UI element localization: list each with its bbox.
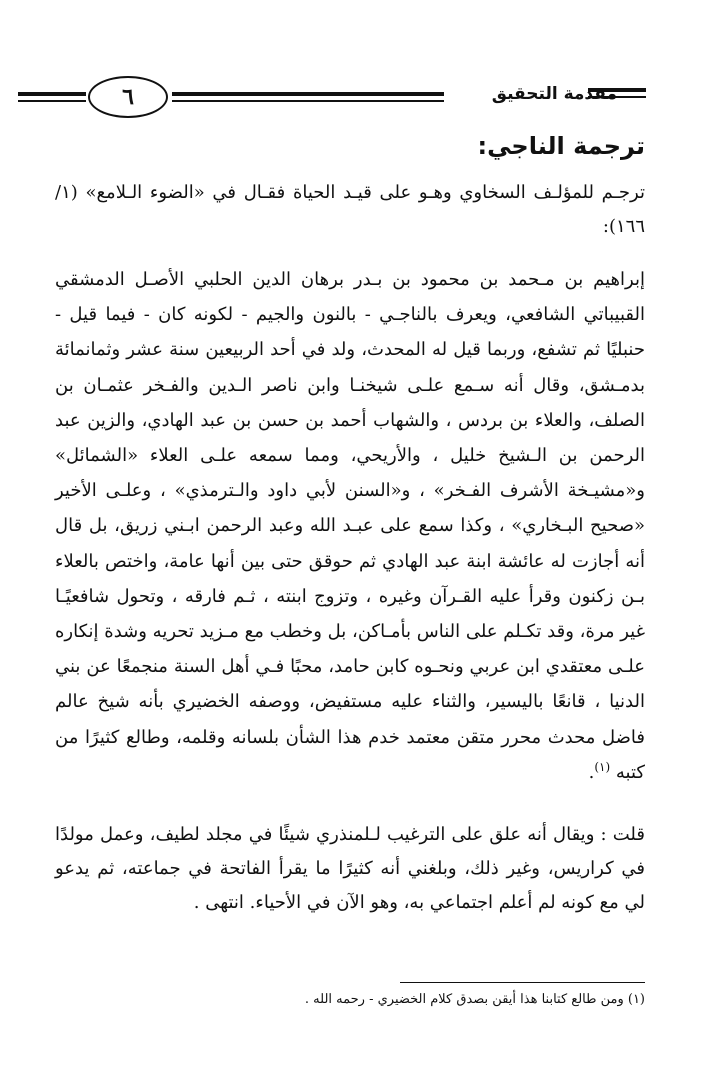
running-title: مقدمة التحقيق [491,84,617,104]
header-rule-middle-bottom [172,100,444,102]
footnote-separator [400,982,645,983]
footnote: (١) ومن طالع كتابنا هذا أيقن بصدق كلام الخضيري - رحمه الله . [304,992,645,1007]
header-rule-middle-top [172,92,444,96]
paragraph-biography-text: إبراهيم بن مـحمد بن محمود بن بـدر برهان الدين الحلبي الأصـل الدمشقي القبيباتي الشافعي، ويعرف بالناجـي - بالنون والجيم - لكونه كان - فيما قيل - حنبليًا ثم تشفع، وربما قيل له المحدث، ولد في أحد الربيعين سنة عشر وثمانمائة بدمـشق، وقال أنه سـمع علـى شيخنـا وابن ناصر الـدين والفـخر عثمـان بن الصلف، والعلاء بن بردس ، والشهاب أحمد بن حسن بن عبد الهادي، والزين عبد الرحمن بن الـشيخ خليل ، والأريحي، ومما سمعه علـى العلاء «الشمائل» و«مشيـخة الأشرف الفـخر» ، و«السنن لأبي داود والـترمذي» ، وعلـى الأخير «صحيح البـخاري» ، وكذا سمع على عبـد الله وعبد الرحمن ابـني زريق، بل قال أنه أجازت له عائشة ابنة عبد الهادي ثم حوقق حتى بين أنها عامة، واختص بالعلاء بـن زكنون وقرأ عليه القـرآن وغيره ، وتزوج ابنته ، ثـم فارقه ، وتحول شافعيًـا غير مرة، وقد تكـلم على الناس بأمـاكن، بل وخطب مع مـزيد تحريه وشدة إنكاره علـى معتقدي ابن عربي ونحـوه كابن حامد، محبًا فـي أهل السنة منجمعًا عن بني الدنيا ، قانعًا باليسير، والثناء عليه مستفيض، ووصفه الخضيري بأنه شيخ عالم فاضل محدث محرر متقن معتمد خدم هذا الشأن بلسانه وقلمه، وطالع كثيرًا من كتبه [55,269,645,783]
page-number: ٦ [122,84,134,110]
paragraph-author-note: قلت : ويقال أنه علق على الترغيب لـلمنذري شيئًا في مجلد لطيف، وعمل مولدًا في كراريس، وغير ذلك، وبلغني أنه كثيرًا ما يقرأ الفاتحة في جماعته، ثم يدعو لي مع كونه لم أعلم اجتماعي به، وهو الآن في الأحياء. انتهى . [55,824,645,913]
page-number-oval [88,76,168,118]
header-rule-left-bottom [18,100,86,102]
paragraph-intro: ترجـم للمؤلـف السخاوي وهـو على قيـد الحياة فقـال في «الضوء الـلامع» (١/ ١٦٦): [55,182,645,237]
paragraph-biography [55,262,645,790]
footnote-reference: (١) [594,759,611,774]
section-title: ترجمة الناجي: [477,132,645,160]
paragraph-biography-period: . [588,761,595,783]
page-header [0,0,703,140]
header-rule-left-top [18,92,86,96]
